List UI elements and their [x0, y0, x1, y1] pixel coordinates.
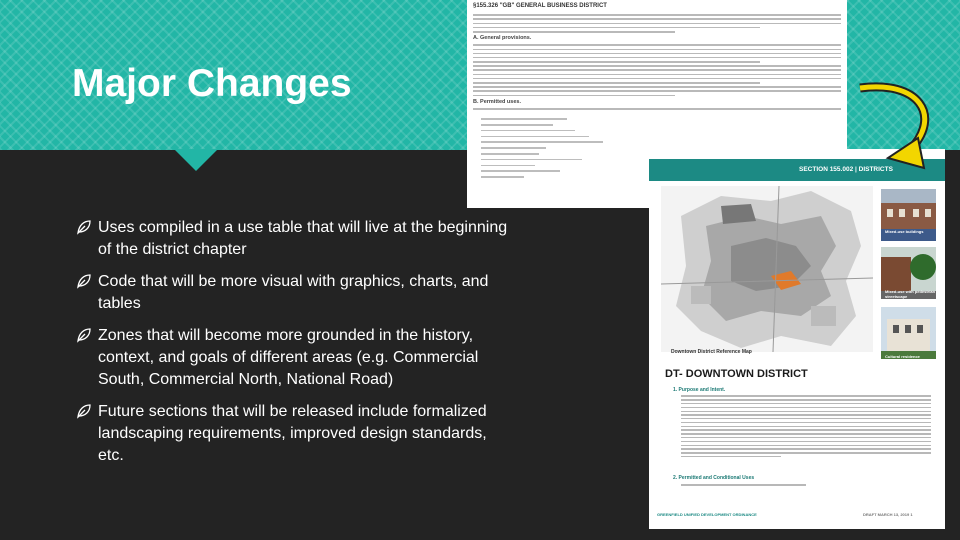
photo-caption-1: Mixed-use buildings — [885, 229, 924, 234]
leaf-icon — [76, 273, 92, 289]
footer-title: GREENFIELD UNIFIED DEVELOPMENT ORDINANCE — [657, 512, 757, 517]
photo-caption-3: Cultural residence — [885, 354, 920, 359]
bullet-text: Future sections that will be released include formalized landscaping requirements, improved design standards, etc. — [98, 403, 487, 464]
leaf-icon — [76, 403, 92, 419]
photo-residence — [881, 307, 936, 359]
old-code-heading: §155.326 "GB" GENERAL BUSINESS DISTRICT — [473, 3, 607, 9]
slide-title: Major Changes — [72, 62, 352, 105]
bullet-item — [76, 271, 516, 315]
bullet-item — [76, 401, 516, 467]
leaf-icon — [76, 219, 92, 235]
district-map — [661, 186, 873, 352]
bullet-item — [76, 325, 516, 391]
bullet-text: Zones that will become more grounded in the history, context, and goals of different areas (e.g. Commercial South, Commercial North, National Road) — [98, 327, 479, 388]
map-label: Downtown District Reference Map — [671, 349, 752, 355]
bullet-item — [76, 217, 516, 261]
header-notch — [174, 149, 218, 171]
old-code-paragraph — [467, 14, 847, 32]
old-code-section-a: A. General provisions. — [473, 35, 532, 42]
photo-caption-2: Mixed-use with pedestrian streetscape — [885, 289, 936, 299]
new-code-document — [649, 149, 945, 529]
section-uses-heading: 2. Permitted and Conditional Uses — [673, 475, 755, 481]
new-code-section-label: SECTION 155.002 | DISTRICTS — [799, 166, 893, 173]
leaf-icon — [76, 327, 92, 343]
section-uses-text — [681, 482, 931, 488]
bullet-text: Uses compiled in a use table that will live at the beginning of the district chapter — [98, 219, 508, 258]
old-code-uses-intro — [467, 108, 847, 110]
bullet-text: Code that will be more visual with graphics, charts, and tables — [98, 273, 489, 312]
old-code-provisions — [467, 44, 847, 96]
bullet-list — [76, 217, 516, 477]
section-purpose-text — [681, 393, 931, 460]
district-title: DT- DOWNTOWN DISTRICT — [665, 368, 808, 380]
old-code-section-b: B. Permitted uses. — [473, 98, 521, 105]
section-purpose-heading: 1. Purpose and Intent. — [673, 387, 726, 393]
curved-arrow-icon — [848, 0, 960, 170]
footer-date: DRAFT MARCH 13, 2019 1 — [863, 512, 913, 517]
